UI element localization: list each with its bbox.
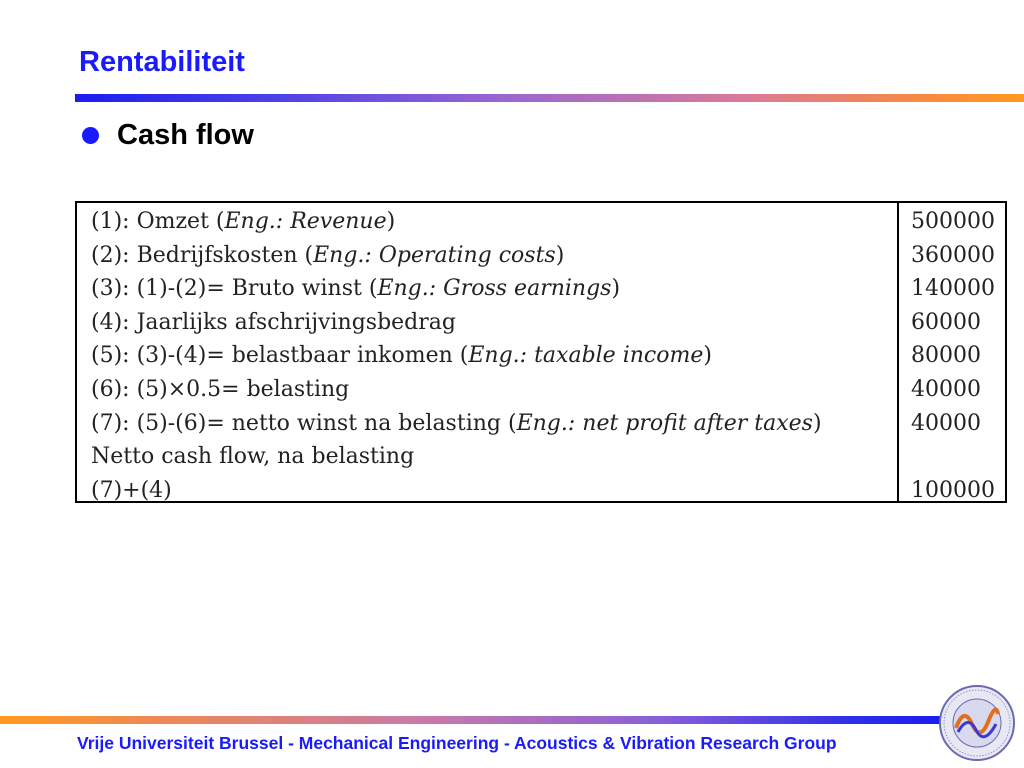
row-value: 40000 xyxy=(911,410,981,436)
footer-text: Vrije Universiteit Brussel - Mechanical Engineering - Acoustics & Vibration Research Group xyxy=(77,733,837,753)
bullet-icon xyxy=(82,127,99,144)
row-description: (1): Omzet (Eng.: Revenue) xyxy=(91,209,396,234)
row-value xyxy=(911,440,1005,474)
bullet-text: Cash flow xyxy=(117,119,254,151)
row-description: Netto cash flow, na belasting xyxy=(91,444,415,470)
bullet-item xyxy=(82,119,254,152)
cash-flow-table xyxy=(75,201,1007,503)
university-seal-icon xyxy=(938,684,1016,762)
row-description: (3): (1)-(2)= Bruto winst (Eng.: Gross earnings) xyxy=(91,276,621,302)
row-description: (2): Bedrijfskosten (Eng.: Operating costs) xyxy=(91,242,565,268)
row-value: 80000 xyxy=(911,343,981,369)
footer-bar xyxy=(0,716,940,724)
row-value: 360000 xyxy=(911,242,995,268)
row-value: 500000 xyxy=(911,209,995,234)
row-description: (4): Jaarlijks afschrijvingsbedrag xyxy=(91,309,456,335)
row-value: 100000 xyxy=(911,477,995,503)
description-column xyxy=(77,203,899,501)
row-value: 40000 xyxy=(911,376,981,402)
title-underline-bar xyxy=(75,94,1024,102)
value-column xyxy=(899,203,1005,501)
row-description: (7)+(4) xyxy=(91,477,172,503)
row-description: (6): (5)×0.5= belasting xyxy=(91,376,350,402)
row-value: 140000 xyxy=(911,276,995,302)
row-value: 60000 xyxy=(911,309,981,335)
slide-title: Rentabiliteit xyxy=(79,46,245,78)
row-description: (5): (3)-(4)= belastbaar inkomen (Eng.: taxable income) xyxy=(91,343,712,369)
row-description: (7): (5)-(6)= netto winst na belasting (Eng.: net profit after taxes) xyxy=(91,410,822,436)
